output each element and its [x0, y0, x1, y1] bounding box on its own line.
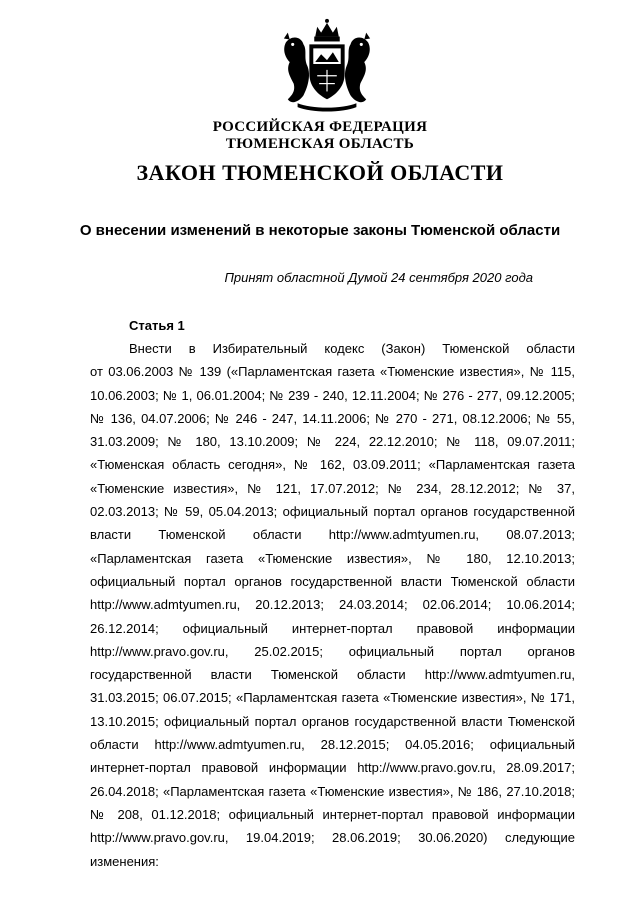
body-line: 10.06.2003; № 1, 06.01.2004; № 239 - 240, 12.11.2004; № 276 - 277, 09.12.2005;: [90, 387, 575, 403]
body-line: Внести в Избирательный кодекс (Закон) Тюменской области: [129, 341, 575, 356]
coat-of-arms-emblem: [278, 14, 376, 114]
body-line: государственной власти Тюменской области http://www.admtyumen.ru,: [90, 667, 575, 683]
body-line: власти Тюменской области http://www.admtyumen.ru, 08.07.2013;: [90, 527, 575, 543]
article-body: [90, 337, 575, 873]
body-line: № 208, 01.12.2018; официальный интернет-портал правовой информации: [90, 806, 575, 822]
header-country: РОССИЙСКАЯ ФЕДЕРАЦИЯ: [212, 119, 428, 135]
body-line: изменения:: [90, 853, 159, 869]
body-line: http://www.admtyumen.ru, 20.12.2013; 24.03.2014; 02.06.2014; 10.06.2014;: [90, 597, 575, 613]
body-line: http://www.pravo.gov.ru, 19.04.2019; 28.06.2019; 30.06.2020) следующие: [90, 830, 575, 846]
body-line: «Парламентская газета «Тюменские известия», № 180, 12.10.2013;: [90, 550, 575, 566]
body-line: официальный портал органов государственной власти Тюменской области: [90, 573, 575, 589]
article-heading: Статья 1: [129, 318, 185, 333]
body-line: «Тюменские известия», № 121, 17.07.2012; № 234, 28.12.2012; № 37,: [90, 480, 575, 496]
law-title: ЗАКОН ТЮМЕНСКОЙ ОБЛАСТИ: [136, 160, 504, 185]
body-line: «Тюменская область сегодня», № 162, 03.09.2011; «Парламентская газета: [90, 457, 575, 473]
body-line: 31.03.2009; № 180, 13.10.2009; № 224, 22.12.2010; № 118, 09.07.2011;: [90, 434, 575, 450]
body-line: области http://www.admtyumen.ru, 28.12.2015; 04.05.2016; официальный: [90, 737, 575, 753]
body-line: 26.12.2014; официальный интернет-портал правовой информации: [90, 620, 575, 636]
body-line: 02.03.2013; № 59, 05.04.2013; официальный портал органов государственной: [90, 504, 575, 520]
body-line: 13.10.2015; официальный портал органов государственной власти Тюменской: [90, 713, 575, 729]
body-line: 31.03.2015; 06.07.2015; «Парламентская газета «Тюменские известия», № 171,: [90, 690, 575, 706]
body-line: http://www.pravo.gov.ru, 25.02.2015; официальный портал органов: [90, 643, 575, 659]
adoption-note: Принят областной Думой 24 сентября 2020 года: [224, 270, 533, 285]
body-line: № 136, 04.07.2006; № 246 - 247, 14.11.2006; № 270 - 271, 08.12.2006; № 55,: [90, 410, 575, 426]
body-line: интернет-портал правовой информации http://www.pravo.gov.ru, 28.09.2017;: [90, 760, 575, 776]
body-line: 26.04.2018; «Парламентская газета «Тюменские известия», № 186, 27.10.2018;: [90, 783, 575, 799]
header-region: ТЮМЕНСКАЯ ОБЛАСТЬ: [225, 136, 415, 152]
body-line: от 03.06.2003 № 139 («Парламентская газета «Тюменские известия», № 115,: [90, 364, 575, 380]
law-subject: О внесении изменений в некоторые законы Тюменской области: [79, 222, 561, 239]
